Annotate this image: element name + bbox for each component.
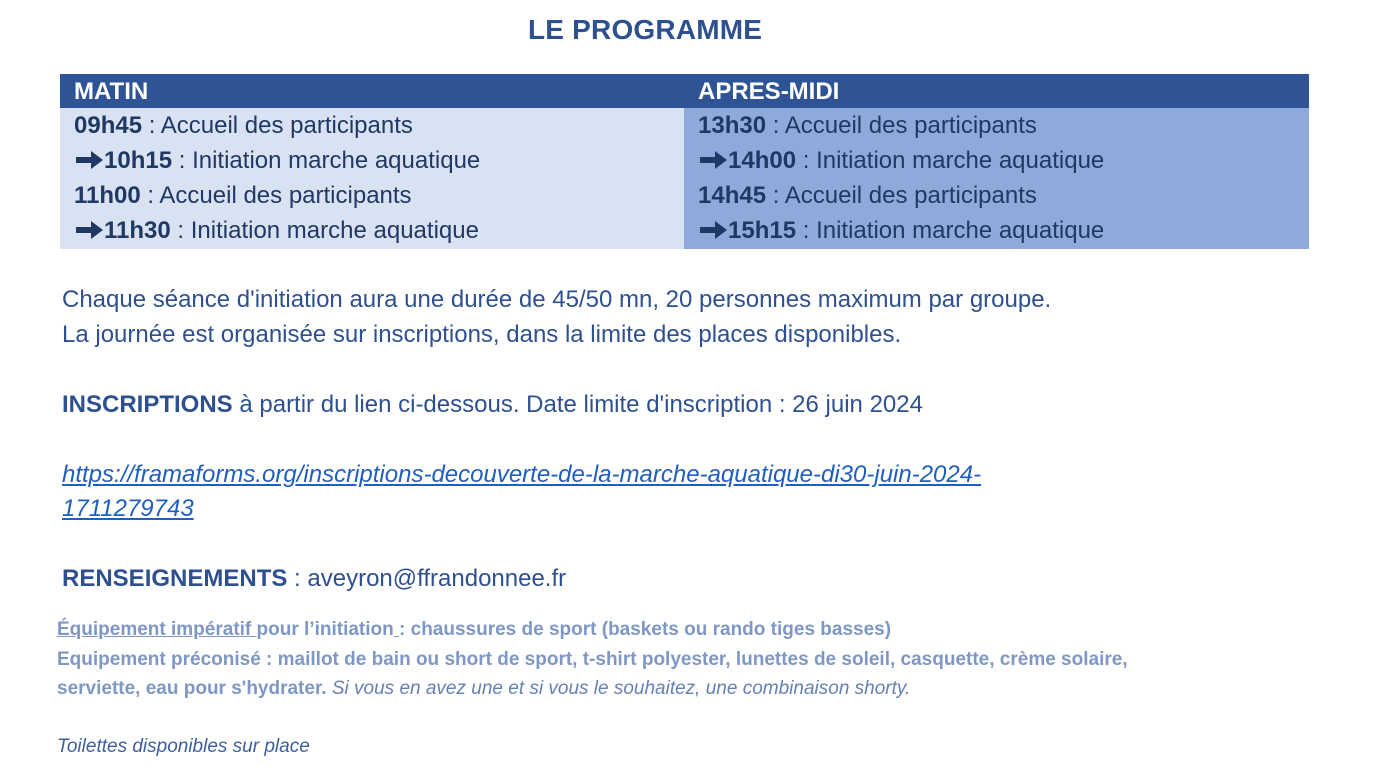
- slot-label: Accueil des participants: [160, 112, 413, 139]
- inscriptions-label: INSCRIPTIONS: [62, 391, 233, 418]
- slot-time: 11h30: [104, 217, 171, 244]
- inscriptions-line: [62, 391, 923, 419]
- slot-label: Initiation marche aquatique: [190, 217, 479, 244]
- schedule-slot: [684, 143, 1309, 178]
- schedule-table: [60, 74, 1309, 249]
- toilets-note: Toilettes disponibles sur place: [57, 736, 310, 757]
- morning-column: [60, 74, 684, 249]
- schedule-slot: [60, 213, 684, 248]
- slot-label: Initiation marche aquatique: [192, 147, 481, 174]
- slot-label: Accueil des participants: [159, 182, 412, 209]
- schedule-slot: [60, 143, 684, 178]
- slot-label: Accueil des participants: [784, 112, 1037, 139]
- schedule-slot: [60, 108, 684, 143]
- recommended-equipment-line-1: Equipement préconisé : maillot de bain ou short de sport, t-shirt polyester, lunettes de soleil, casquette, crème solaire,: [57, 649, 1128, 670]
- slot-separator: :: [766, 182, 785, 209]
- arrow-right-icon: [74, 219, 104, 241]
- contact-email: : aveyron@ffrandonnee.fr: [287, 565, 567, 592]
- slot-separator: :: [140, 182, 160, 209]
- recommended-equipment-line-2: [57, 678, 910, 700]
- mandatory-mid: pour l’initiation: [256, 619, 394, 640]
- mandatory-equipment: [57, 619, 891, 641]
- inscriptions-link-line-2[interactable]: [62, 495, 194, 523]
- inscriptions-link[interactable]: https://framaforms.org/inscriptions-decouverte-de-la-marche-aquatique-di30-juin-2024-: [62, 461, 982, 488]
- page-title: LE PROGRAMME: [528, 14, 763, 45]
- recommended-text: serviette, eau pour s'hydrater.: [57, 678, 327, 699]
- slot-separator: :: [796, 147, 817, 174]
- slot-time: 09h45: [74, 112, 143, 139]
- slot-separator: :: [796, 217, 817, 244]
- afternoon-header: APRES-MIDI: [684, 74, 1309, 108]
- slot-time: 11h00: [74, 182, 141, 209]
- slot-label: Accueil des participants: [784, 182, 1037, 209]
- inscriptions-link-continued[interactable]: 1711279743: [62, 495, 194, 522]
- info-line-1: Chaque séance d'initiation aura une durée de 45/50 mn, 20 personnes maximum par groupe.: [62, 286, 1052, 313]
- slot-label: Initiation marche aquatique: [816, 217, 1105, 244]
- info-line-2: La journée est organisée sur inscriptions, dans la limite des places disponibles.: [62, 321, 902, 348]
- inscriptions-text: à partir du lien ci-dessous. Date limite d'inscription : 26 juin 2024: [232, 391, 923, 418]
- slot-time: 15h15: [728, 217, 797, 244]
- contact-line: [62, 565, 566, 593]
- arrow-right-icon: [74, 149, 104, 171]
- slot-time: 14h00: [728, 147, 797, 174]
- slot-time: 10h15: [104, 147, 173, 174]
- mandatory-text: : chaussures de sport (baskets ou rando tiges basses): [399, 619, 892, 640]
- slot-time: 13h30: [698, 112, 767, 139]
- slot-separator: :: [172, 147, 193, 174]
- slot-separator: :: [170, 217, 191, 244]
- schedule-slot: [60, 178, 684, 213]
- contact-label: RENSEIGNEMENTS: [62, 565, 288, 592]
- schedule-slot: [684, 108, 1309, 143]
- slot-separator: :: [142, 112, 161, 139]
- optional-equipment-text: Si vous en avez une et si vous le souhaitez, une combinaison shorty.: [326, 678, 911, 699]
- mandatory-label: Équipement impératif: [57, 619, 257, 640]
- inscriptions-link-line-1[interactable]: [62, 461, 981, 489]
- slot-time: 14h45: [698, 182, 767, 209]
- afternoon-column: [684, 74, 1309, 249]
- slot-separator: :: [766, 112, 785, 139]
- schedule-slot: [684, 213, 1309, 248]
- arrow-right-icon: [698, 149, 728, 171]
- arrow-right-icon: [698, 219, 728, 241]
- schedule-slot: [684, 178, 1309, 213]
- slot-label: Initiation marche aquatique: [816, 147, 1105, 174]
- morning-header: MATIN: [60, 74, 684, 108]
